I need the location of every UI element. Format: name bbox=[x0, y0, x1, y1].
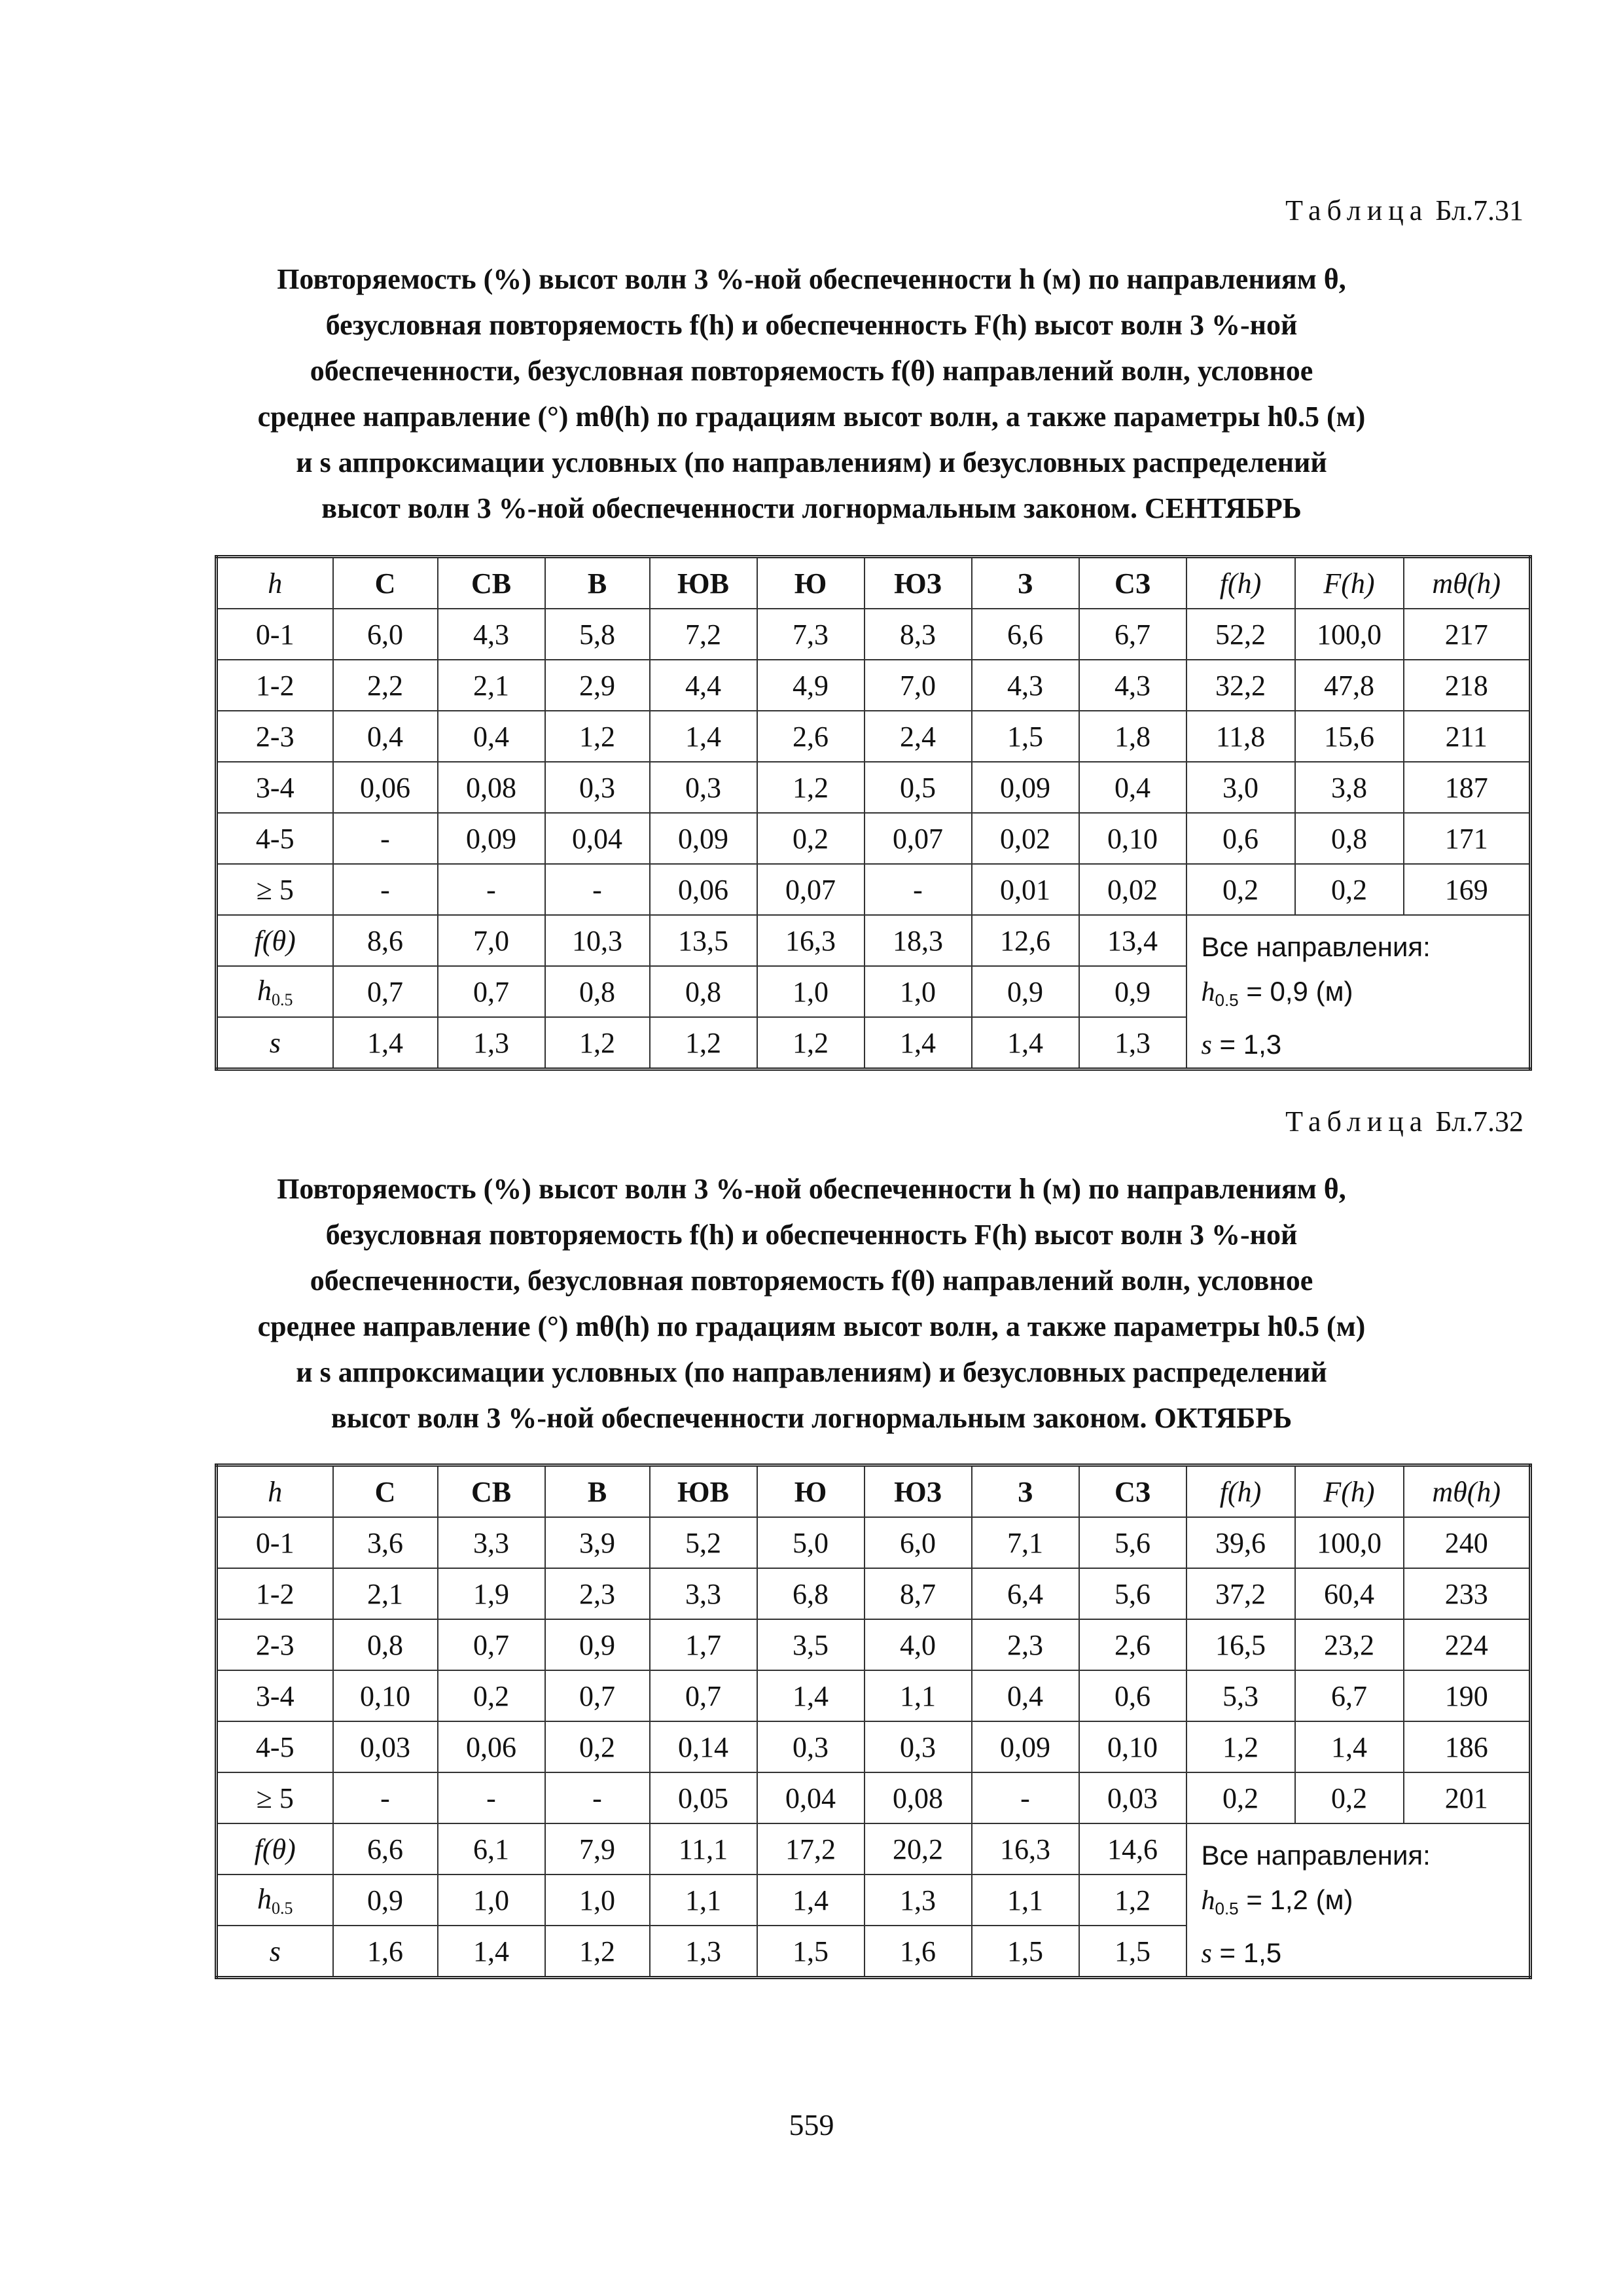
table-cell: 1,4 bbox=[865, 1017, 972, 1069]
table-cell: 4,3 bbox=[972, 660, 1079, 711]
table-cell: 18,3 bbox=[865, 915, 972, 966]
table-cell: - bbox=[545, 864, 650, 915]
table-cell: 187 bbox=[1404, 762, 1531, 813]
table-cell: 0,4 bbox=[972, 1670, 1079, 1721]
table-cell: 0,10 bbox=[1079, 1721, 1186, 1772]
table-cell: 1,6 bbox=[333, 1926, 438, 1978]
table-cell: 8,6 bbox=[333, 915, 438, 966]
table-cell: 0,03 bbox=[333, 1721, 438, 1772]
table-cell: 0,08 bbox=[438, 762, 545, 813]
all-directions-summary bbox=[1186, 915, 1531, 1069]
table-cell: 7,2 bbox=[650, 609, 757, 660]
table-cell: 15,6 bbox=[1295, 711, 1404, 762]
summary-s-value: = 1,5 bbox=[1219, 1937, 1282, 1968]
table-cell: - bbox=[333, 1772, 438, 1823]
column-header: f(h) bbox=[1186, 557, 1295, 609]
table-cell: 0,09 bbox=[438, 813, 545, 864]
summary-h05-subscript: 0.5 bbox=[1215, 990, 1239, 1010]
table-row bbox=[217, 609, 1531, 660]
table-cell: 2,3 bbox=[972, 1619, 1079, 1670]
table-cell: 1,2 bbox=[1079, 1874, 1186, 1926]
table-cell: 186 bbox=[1404, 1721, 1531, 1772]
table-cell: 1,2 bbox=[757, 1017, 865, 1069]
column-header: mθ(h) bbox=[1404, 1465, 1531, 1518]
table-cell: 4,0 bbox=[865, 1619, 972, 1670]
row-label: ≥ 5 bbox=[217, 1772, 333, 1823]
row-label: s bbox=[217, 1926, 333, 1978]
table-row bbox=[217, 1772, 1531, 1823]
row-label: 3-4 bbox=[217, 762, 333, 813]
table-cell: 1,3 bbox=[1079, 1017, 1186, 1069]
table-cell: 1,4 bbox=[757, 1874, 865, 1926]
table-cell: 0,3 bbox=[865, 1721, 972, 1772]
table-cell: 20,2 bbox=[865, 1823, 972, 1874]
column-header: В bbox=[545, 1465, 650, 1518]
table-cell: 3,8 bbox=[1295, 762, 1404, 813]
table-cell: 5,8 bbox=[545, 609, 650, 660]
table-cell: 1,4 bbox=[333, 1017, 438, 1069]
caption-line: обеспеченности, безусловная повторяемость f(θ) направлений волн, условное bbox=[310, 1265, 1313, 1297]
table-cell: 0,2 bbox=[1295, 1772, 1404, 1823]
table-cell: 0,2 bbox=[1295, 864, 1404, 915]
table-cell: 2,1 bbox=[438, 660, 545, 711]
table-cell: 1,5 bbox=[757, 1926, 865, 1978]
table-cell: 0,6 bbox=[1186, 813, 1295, 864]
table-cell: 0,9 bbox=[333, 1874, 438, 1926]
table-cell: 1,4 bbox=[438, 1926, 545, 1978]
row-label: 4-5 bbox=[217, 1721, 333, 1772]
summary-s bbox=[1202, 1022, 1529, 1067]
column-header: СЗ bbox=[1079, 1465, 1186, 1518]
table-cell: 218 bbox=[1404, 660, 1531, 711]
table-cell: 0,4 bbox=[333, 711, 438, 762]
column-header: З bbox=[972, 1465, 1079, 1518]
summary-s-symbol: s bbox=[1201, 1939, 1212, 1969]
data-table bbox=[215, 555, 1532, 1071]
table-cell: 7,3 bbox=[757, 609, 865, 660]
caption-line: безусловная повторяемость f(h) и обеспеченность F(h) высот волн 3 %-ной bbox=[325, 1219, 1298, 1251]
table-cell: 4,3 bbox=[438, 609, 545, 660]
table-label bbox=[1285, 1105, 1524, 1138]
table-cell: 0,08 bbox=[865, 1772, 972, 1823]
table-cell: 16,3 bbox=[757, 915, 865, 966]
table-row bbox=[217, 1721, 1531, 1772]
table-cell: 8,3 bbox=[865, 609, 972, 660]
table-row bbox=[217, 762, 1531, 813]
h05-subscript: 0.5 bbox=[272, 1898, 293, 1918]
table-cell: 1,4 bbox=[650, 711, 757, 762]
table-cell: 0,8 bbox=[545, 966, 650, 1017]
table-cell: 6,0 bbox=[333, 609, 438, 660]
table-cell: 1,2 bbox=[757, 762, 865, 813]
table-cell: 2,4 bbox=[865, 711, 972, 762]
all-directions-summary bbox=[1186, 1823, 1531, 1978]
table-cell: 0,9 bbox=[545, 1619, 650, 1670]
caption-line: и s аппроксимации условных (по направлениям) и безусловных распределений bbox=[296, 1356, 1327, 1388]
row-label bbox=[217, 966, 333, 1017]
table-cell: 14,6 bbox=[1079, 1823, 1186, 1874]
table-cell: 6,7 bbox=[1295, 1670, 1404, 1721]
table-cell: 6,6 bbox=[972, 609, 1079, 660]
table-caption bbox=[196, 257, 1427, 531]
column-header: h bbox=[217, 1465, 333, 1518]
table-cell: 1,2 bbox=[545, 1926, 650, 1978]
table-cell: 0,7 bbox=[545, 1670, 650, 1721]
table-cell: 1,4 bbox=[1295, 1721, 1404, 1772]
table-cell: 217 bbox=[1404, 609, 1531, 660]
column-header: В bbox=[545, 557, 650, 609]
table-cell: 0,8 bbox=[650, 966, 757, 1017]
table-cell: 6,7 bbox=[1079, 609, 1186, 660]
table-cell: 16,3 bbox=[972, 1823, 1079, 1874]
table-cell: 0,8 bbox=[333, 1619, 438, 1670]
row-label: 4-5 bbox=[217, 813, 333, 864]
table-cell: 0,7 bbox=[333, 966, 438, 1017]
table-cell: 2,1 bbox=[333, 1568, 438, 1619]
row-label: 2-3 bbox=[217, 711, 333, 762]
f-theta-row bbox=[217, 1823, 1531, 1874]
table-cell: 32,2 bbox=[1186, 660, 1295, 711]
table-cell: 0,2 bbox=[545, 1721, 650, 1772]
table-cell: 1,0 bbox=[865, 966, 972, 1017]
table-label-number: Бл.7.32 bbox=[1435, 1105, 1524, 1138]
table-cell: - bbox=[972, 1772, 1079, 1823]
table-cell: 1,0 bbox=[757, 966, 865, 1017]
table-cell: 240 bbox=[1404, 1517, 1531, 1568]
row-label: 2-3 bbox=[217, 1619, 333, 1670]
column-header: С bbox=[333, 1465, 438, 1518]
row-label: 3-4 bbox=[217, 1670, 333, 1721]
table-cell: 1,4 bbox=[972, 1017, 1079, 1069]
summary-h05 bbox=[1202, 1878, 1529, 1931]
table-cell: 233 bbox=[1404, 1568, 1531, 1619]
table-cell: 0,03 bbox=[1079, 1772, 1186, 1823]
h05-symbol: h bbox=[257, 974, 272, 1007]
table-cell: 11,1 bbox=[650, 1823, 757, 1874]
row-label bbox=[217, 1874, 333, 1926]
table-cell: 4,3 bbox=[1079, 660, 1186, 711]
table-cell: - bbox=[545, 1772, 650, 1823]
table-cell: 171 bbox=[1404, 813, 1531, 864]
column-header: F(h) bbox=[1295, 557, 1404, 609]
summary-s-symbol: s bbox=[1201, 1030, 1212, 1060]
table-cell: 3,3 bbox=[438, 1517, 545, 1568]
table-cell: 10,3 bbox=[545, 915, 650, 966]
caption-line: обеспеченности, безусловная повторяемость f(θ) направлений волн, условное bbox=[310, 355, 1313, 387]
table-cell: 1,4 bbox=[757, 1670, 865, 1721]
caption-line: высот волн 3 %-ной обеспеченности логнормальным законом. СЕНТЯБРЬ bbox=[321, 492, 1302, 524]
table-cell: 0,09 bbox=[972, 1721, 1079, 1772]
table-cell: 0,07 bbox=[865, 813, 972, 864]
data-table bbox=[215, 1463, 1532, 1979]
table-cell: 1,3 bbox=[438, 1017, 545, 1069]
summary-s bbox=[1202, 1931, 1529, 1976]
table-cell: 0,3 bbox=[545, 762, 650, 813]
summary-h05-value: = 0,9 bbox=[1246, 976, 1308, 1007]
table-cell: 0,7 bbox=[438, 1619, 545, 1670]
table-cell: - bbox=[438, 1772, 545, 1823]
caption-line: среднее направление (°) mθ(h) по градациям высот волн, а также параметры h0.5 (м) bbox=[257, 401, 1366, 433]
table-row bbox=[217, 1517, 1531, 1568]
table-cell: 0,04 bbox=[757, 1772, 865, 1823]
table-cell: 2,6 bbox=[1079, 1619, 1186, 1670]
table-cell: 100,0 bbox=[1295, 1517, 1404, 1568]
table-cell: 1,1 bbox=[650, 1874, 757, 1926]
table-cell: 5,6 bbox=[1079, 1568, 1186, 1619]
table-cell: 0,3 bbox=[650, 762, 757, 813]
summary-h05-subscript: 0.5 bbox=[1215, 1899, 1239, 1918]
table-cell: 1,0 bbox=[438, 1874, 545, 1926]
table-cell: 0,10 bbox=[333, 1670, 438, 1721]
table-cell: 8,7 bbox=[865, 1568, 972, 1619]
summary-h05-symbol: h bbox=[1201, 977, 1215, 1007]
column-header: ЮВ bbox=[650, 557, 757, 609]
row-label: 1-2 bbox=[217, 1568, 333, 1619]
table-cell: 0,2 bbox=[1186, 864, 1295, 915]
table-row bbox=[217, 1670, 1531, 1721]
table-cell: 169 bbox=[1404, 864, 1531, 915]
row-label: f(θ) bbox=[217, 915, 333, 966]
table-cell: 0,02 bbox=[972, 813, 1079, 864]
table-cell: 0,07 bbox=[757, 864, 865, 915]
table-caption bbox=[196, 1166, 1427, 1441]
table-cell: 0,2 bbox=[757, 813, 865, 864]
table-cell: 0,2 bbox=[438, 1670, 545, 1721]
table-cell: 0,9 bbox=[1079, 966, 1186, 1017]
table-cell: 6,8 bbox=[757, 1568, 865, 1619]
table-cell: 1,1 bbox=[972, 1874, 1079, 1926]
table-cell: 13,4 bbox=[1079, 915, 1186, 966]
table-header-row bbox=[217, 557, 1531, 609]
table-cell: 2,2 bbox=[333, 660, 438, 711]
row-label: ≥ 5 bbox=[217, 864, 333, 915]
column-header: f(h) bbox=[1186, 1465, 1295, 1518]
table-row bbox=[217, 711, 1531, 762]
table-cell: 1,2 bbox=[650, 1017, 757, 1069]
table-cell: 12,6 bbox=[972, 915, 1079, 966]
caption-line: Повторяемость (%) высот волн 3 %-ной обеспеченности h (м) по направлениям θ, bbox=[277, 1173, 1346, 1205]
table-cell: 1,3 bbox=[865, 1874, 972, 1926]
table-cell: 7,1 bbox=[972, 1517, 1079, 1568]
table-cell: 0,2 bbox=[1186, 1772, 1295, 1823]
summary-h05-symbol: h bbox=[1201, 1886, 1215, 1916]
table-cell: 1,2 bbox=[545, 1017, 650, 1069]
table-cell: 1,9 bbox=[438, 1568, 545, 1619]
table-cell: - bbox=[865, 864, 972, 915]
table-cell: 5,2 bbox=[650, 1517, 757, 1568]
table-cell: 0,9 bbox=[972, 966, 1079, 1017]
row-label: s bbox=[217, 1017, 333, 1069]
table-cell: 47,8 bbox=[1295, 660, 1404, 711]
table-cell: 3,0 bbox=[1186, 762, 1295, 813]
table-cell: 0,4 bbox=[438, 711, 545, 762]
page-number: 559 bbox=[789, 2108, 834, 2142]
table-cell: 0,09 bbox=[650, 813, 757, 864]
table-cell: 13,5 bbox=[650, 915, 757, 966]
table-cell: 1,5 bbox=[972, 711, 1079, 762]
table-cell: 0,14 bbox=[650, 1721, 757, 1772]
table-cell: 5,6 bbox=[1079, 1517, 1186, 1568]
table-cell: 1,0 bbox=[545, 1874, 650, 1926]
table-cell: 0,8 bbox=[1295, 813, 1404, 864]
table-cell: 2,6 bbox=[757, 711, 865, 762]
table-cell: 3,9 bbox=[545, 1517, 650, 1568]
caption-line: и s аппроксимации условных (по направлениям) и безусловных распределений bbox=[296, 446, 1327, 478]
table-cell: 11,8 bbox=[1186, 711, 1295, 762]
column-header: СЗ bbox=[1079, 557, 1186, 609]
column-header: Ю bbox=[757, 557, 865, 609]
table-cell: 6,6 bbox=[333, 1823, 438, 1874]
table-cell: 201 bbox=[1404, 1772, 1531, 1823]
table-cell: 1,1 bbox=[865, 1670, 972, 1721]
table-cell: 37,2 bbox=[1186, 1568, 1295, 1619]
caption-line: среднее направление (°) mθ(h) по градациям высот волн, а также параметры h0.5 (м) bbox=[257, 1310, 1366, 1342]
table-cell: 0,06 bbox=[333, 762, 438, 813]
summary-h05-unit: (м) bbox=[1315, 976, 1353, 1007]
summary-h05-value: = 1,2 bbox=[1246, 1884, 1308, 1915]
row-label: 1-2 bbox=[217, 660, 333, 711]
table-cell: 60,4 bbox=[1295, 1568, 1404, 1619]
table-cell: 6,4 bbox=[972, 1568, 1079, 1619]
table-label-prefix: Таблица bbox=[1285, 194, 1429, 226]
table-cell: 0,06 bbox=[438, 1721, 545, 1772]
summary-h05 bbox=[1202, 969, 1529, 1022]
table-cell: 2,3 bbox=[545, 1568, 650, 1619]
table-row bbox=[217, 1568, 1531, 1619]
caption-line: Повторяемость (%) высот волн 3 %-ной обеспеченности h (м) по направлениям θ, bbox=[277, 263, 1346, 295]
table-cell: 0,06 bbox=[650, 864, 757, 915]
table-cell: 224 bbox=[1404, 1619, 1531, 1670]
table-cell: 0,09 bbox=[972, 762, 1079, 813]
row-label: f(θ) bbox=[217, 1823, 333, 1874]
table-cell: 1,5 bbox=[972, 1926, 1079, 1978]
table-cell: 6,0 bbox=[865, 1517, 972, 1568]
table-cell: 0,10 bbox=[1079, 813, 1186, 864]
table-cell: - bbox=[333, 864, 438, 915]
table-cell: 17,2 bbox=[757, 1823, 865, 1874]
table-cell: 6,1 bbox=[438, 1823, 545, 1874]
h05-symbol: h bbox=[257, 1882, 272, 1915]
column-header: Ю bbox=[757, 1465, 865, 1518]
table-cell: 3,3 bbox=[650, 1568, 757, 1619]
table-cell: 0,6 bbox=[1079, 1670, 1186, 1721]
column-header: mθ(h) bbox=[1404, 557, 1531, 609]
table-cell: 7,0 bbox=[438, 915, 545, 966]
column-header: ЮВ bbox=[650, 1465, 757, 1518]
table-cell: 100,0 bbox=[1295, 609, 1404, 660]
table-row bbox=[217, 813, 1531, 864]
table-cell: - bbox=[333, 813, 438, 864]
table-cell: 0,5 bbox=[865, 762, 972, 813]
row-label: 0-1 bbox=[217, 1517, 333, 1568]
column-header: F(h) bbox=[1295, 1465, 1404, 1518]
table-label-prefix: Таблица bbox=[1285, 1105, 1429, 1138]
table-cell: 211 bbox=[1404, 711, 1531, 762]
table-cell: 39,6 bbox=[1186, 1517, 1295, 1568]
table-cell: 4,9 bbox=[757, 660, 865, 711]
caption-line: высот волн 3 %-ной обеспеченности логнормальным законом. ОКТЯБРЬ bbox=[330, 1402, 1293, 1434]
table-header-row bbox=[217, 1465, 1531, 1518]
table-cell: 1,8 bbox=[1079, 711, 1186, 762]
table-cell: 5,3 bbox=[1186, 1670, 1295, 1721]
summary-title: Все направления: bbox=[1201, 931, 1431, 962]
table-cell: 0,01 bbox=[972, 864, 1079, 915]
summary-s-value: = 1,3 bbox=[1219, 1029, 1282, 1060]
column-header: С bbox=[333, 557, 438, 609]
column-header: ЮЗ bbox=[865, 557, 972, 609]
column-header: З bbox=[972, 557, 1079, 609]
column-header: СВ bbox=[438, 1465, 545, 1518]
table-cell: 7,9 bbox=[545, 1823, 650, 1874]
row-label: 0-1 bbox=[217, 609, 333, 660]
table-row bbox=[217, 1619, 1531, 1670]
table-cell: 3,5 bbox=[757, 1619, 865, 1670]
table-cell: 0,4 bbox=[1079, 762, 1186, 813]
table-cell: 190 bbox=[1404, 1670, 1531, 1721]
table-cell: 1,5 bbox=[1079, 1926, 1186, 1978]
table-cell: 7,0 bbox=[865, 660, 972, 711]
table-cell: 0,7 bbox=[650, 1670, 757, 1721]
table-cell: 0,7 bbox=[438, 966, 545, 1017]
table-row bbox=[217, 660, 1531, 711]
table-cell: 4,4 bbox=[650, 660, 757, 711]
table-cell: 2,9 bbox=[545, 660, 650, 711]
table-cell: 0,04 bbox=[545, 813, 650, 864]
summary-h05-unit: (м) bbox=[1315, 1884, 1353, 1915]
summary-title: Все направления: bbox=[1201, 1840, 1431, 1871]
table-cell: 1,7 bbox=[650, 1619, 757, 1670]
table-cell: 52,2 bbox=[1186, 609, 1295, 660]
table-label bbox=[1285, 194, 1524, 227]
column-header: h bbox=[217, 557, 333, 609]
table-cell: - bbox=[438, 864, 545, 915]
caption-line: безусловная повторяемость f(h) и обеспеченность F(h) высот волн 3 %-ной bbox=[325, 309, 1298, 341]
table-cell: 1,3 bbox=[650, 1926, 757, 1978]
table-row bbox=[217, 864, 1531, 915]
table-cell: 3,6 bbox=[333, 1517, 438, 1568]
table-cell: 0,3 bbox=[757, 1721, 865, 1772]
table-cell: 5,0 bbox=[757, 1517, 865, 1568]
table-cell: 1,2 bbox=[1186, 1721, 1295, 1772]
f-theta-row bbox=[217, 915, 1531, 966]
table-cell: 1,2 bbox=[545, 711, 650, 762]
h05-subscript: 0.5 bbox=[272, 990, 293, 1009]
table-cell: 0,05 bbox=[650, 1772, 757, 1823]
column-header: СВ bbox=[438, 557, 545, 609]
table-label-number: Бл.7.31 bbox=[1435, 194, 1524, 226]
table-cell: 23,2 bbox=[1295, 1619, 1404, 1670]
table-cell: 1,6 bbox=[865, 1926, 972, 1978]
table-cell: 16,5 bbox=[1186, 1619, 1295, 1670]
column-header: ЮЗ bbox=[865, 1465, 972, 1518]
table-cell: 0,02 bbox=[1079, 864, 1186, 915]
